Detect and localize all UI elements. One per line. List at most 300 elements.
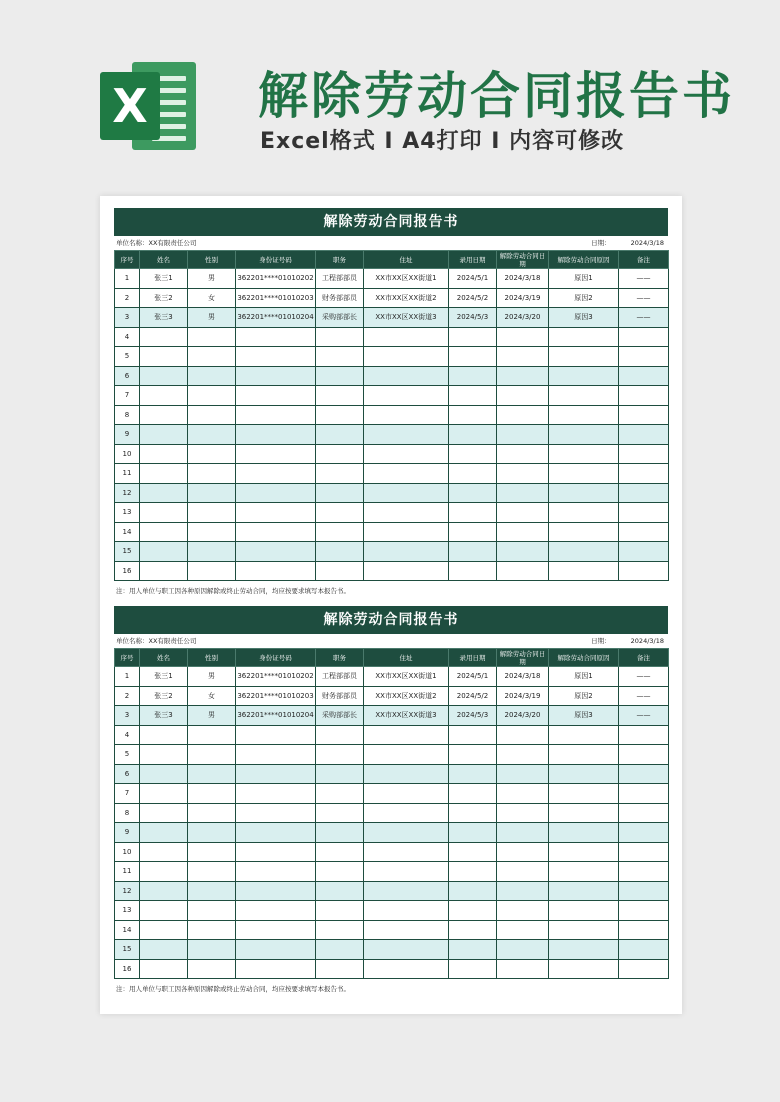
table-cell[interactable]: 362201****01010204 — [236, 308, 316, 328]
table-cell[interactable] — [316, 347, 364, 367]
table-cell[interactable] — [619, 327, 669, 347]
table-cell[interactable]: 男 — [188, 667, 236, 687]
table-cell[interactable]: 张三2 — [140, 686, 188, 706]
table-cell[interactable] — [497, 483, 549, 503]
table-cell[interactable]: 采购部部长 — [316, 308, 364, 328]
table-cell[interactable] — [140, 444, 188, 464]
table-cell[interactable] — [316, 425, 364, 445]
table-cell[interactable] — [449, 327, 497, 347]
table-cell[interactable] — [316, 444, 364, 464]
table-cell[interactable] — [619, 940, 669, 960]
table-cell[interactable] — [188, 444, 236, 464]
table-cell[interactable]: 4 — [115, 725, 140, 745]
table-cell[interactable] — [497, 386, 549, 406]
table-cell[interactable] — [140, 823, 188, 843]
table-cell[interactable] — [619, 784, 669, 804]
table-cell[interactable]: 3 — [115, 308, 140, 328]
table-cell[interactable] — [364, 842, 449, 862]
table-cell[interactable] — [188, 561, 236, 581]
table-cell[interactable] — [316, 920, 364, 940]
table-cell[interactable]: XX市XX区XX街道1 — [364, 667, 449, 687]
table-cell[interactable] — [619, 561, 669, 581]
table-cell[interactable] — [497, 842, 549, 862]
table-cell[interactable] — [236, 745, 316, 765]
table-cell[interactable] — [449, 542, 497, 562]
table-cell[interactable] — [549, 881, 619, 901]
table-cell[interactable] — [549, 940, 619, 960]
table-cell[interactable]: 2024/3/19 — [497, 288, 549, 308]
table-cell[interactable] — [619, 444, 669, 464]
table-cell[interactable] — [449, 959, 497, 979]
table-cell[interactable]: 15 — [115, 940, 140, 960]
table-cell[interactable]: —— — [619, 269, 669, 289]
table-cell[interactable] — [188, 327, 236, 347]
table-cell[interactable] — [619, 366, 669, 386]
table-cell[interactable]: 原因3 — [549, 308, 619, 328]
table-cell[interactable] — [236, 464, 316, 484]
table-cell[interactable] — [497, 764, 549, 784]
table-cell[interactable]: 5 — [115, 745, 140, 765]
table-cell[interactable] — [316, 862, 364, 882]
table-cell[interactable] — [364, 347, 449, 367]
table-cell[interactable] — [316, 405, 364, 425]
table-cell[interactable] — [364, 386, 449, 406]
table-cell[interactable] — [549, 725, 619, 745]
table-cell[interactable] — [549, 542, 619, 562]
table-cell[interactable] — [497, 823, 549, 843]
table-cell[interactable] — [364, 764, 449, 784]
table-cell[interactable] — [364, 920, 449, 940]
table-cell[interactable] — [549, 920, 619, 940]
table-cell[interactable]: 14 — [115, 920, 140, 940]
table-cell[interactable] — [140, 725, 188, 745]
table-cell[interactable] — [140, 386, 188, 406]
table-cell[interactable] — [449, 425, 497, 445]
table-cell[interactable]: 女 — [188, 686, 236, 706]
table-cell[interactable]: 2024/5/1 — [449, 269, 497, 289]
table-cell[interactable] — [364, 405, 449, 425]
table-cell[interactable] — [236, 522, 316, 542]
table-cell[interactable]: 362201****01010202 — [236, 667, 316, 687]
table-cell[interactable] — [140, 405, 188, 425]
table-cell[interactable] — [236, 764, 316, 784]
table-cell[interactable]: 工程部部员 — [316, 269, 364, 289]
table-cell[interactable] — [316, 327, 364, 347]
table-cell[interactable] — [236, 940, 316, 960]
table-cell[interactable] — [619, 803, 669, 823]
table-cell[interactable] — [316, 745, 364, 765]
table-cell[interactable]: 2 — [115, 288, 140, 308]
table-cell[interactable] — [140, 503, 188, 523]
table-cell[interactable] — [619, 464, 669, 484]
table-cell[interactable]: 原因2 — [549, 288, 619, 308]
table-cell[interactable] — [619, 862, 669, 882]
table-cell[interactable] — [497, 425, 549, 445]
table-cell[interactable]: 男 — [188, 706, 236, 726]
table-cell[interactable]: 2024/5/1 — [449, 667, 497, 687]
table-cell[interactable] — [497, 901, 549, 921]
table-cell[interactable] — [236, 483, 316, 503]
table-cell[interactable]: XX市XX区XX街道3 — [364, 706, 449, 726]
table-cell[interactable] — [364, 862, 449, 882]
table-cell[interactable] — [364, 803, 449, 823]
table-cell[interactable] — [188, 823, 236, 843]
table-cell[interactable]: 男 — [188, 269, 236, 289]
table-cell[interactable] — [188, 940, 236, 960]
table-cell[interactable] — [364, 483, 449, 503]
table-cell[interactable] — [236, 901, 316, 921]
table-cell[interactable] — [497, 940, 549, 960]
table-cell[interactable] — [449, 347, 497, 367]
table-cell[interactable]: 2024/3/18 — [497, 269, 549, 289]
table-cell[interactable] — [140, 959, 188, 979]
table-cell[interactable] — [188, 347, 236, 367]
table-cell[interactable]: 4 — [115, 327, 140, 347]
table-cell[interactable] — [619, 542, 669, 562]
table-cell[interactable] — [449, 784, 497, 804]
table-cell[interactable]: —— — [619, 706, 669, 726]
table-cell[interactable] — [364, 561, 449, 581]
table-cell[interactable] — [140, 901, 188, 921]
table-cell[interactable] — [619, 745, 669, 765]
table-cell[interactable] — [449, 745, 497, 765]
table-cell[interactable] — [316, 366, 364, 386]
table-cell[interactable]: 2024/3/18 — [497, 667, 549, 687]
table-cell[interactable] — [364, 327, 449, 347]
table-cell[interactable] — [188, 503, 236, 523]
table-cell[interactable] — [236, 881, 316, 901]
table-cell[interactable]: 男 — [188, 308, 236, 328]
table-cell[interactable] — [497, 745, 549, 765]
table-cell[interactable] — [549, 444, 619, 464]
table-cell[interactable] — [449, 764, 497, 784]
table-cell[interactable] — [316, 881, 364, 901]
table-cell[interactable] — [549, 842, 619, 862]
table-cell[interactable] — [316, 522, 364, 542]
table-cell[interactable]: 13 — [115, 901, 140, 921]
table-cell[interactable] — [364, 464, 449, 484]
table-cell[interactable] — [364, 522, 449, 542]
table-cell[interactable] — [497, 561, 549, 581]
table-cell[interactable]: 362201****01010202 — [236, 269, 316, 289]
table-cell[interactable] — [236, 959, 316, 979]
table-cell[interactable] — [619, 959, 669, 979]
table-cell[interactable]: XX市XX区XX街道2 — [364, 686, 449, 706]
table-cell[interactable] — [364, 959, 449, 979]
table-cell[interactable] — [619, 920, 669, 940]
table-cell[interactable] — [188, 425, 236, 445]
table-cell[interactable] — [497, 347, 549, 367]
table-cell[interactable]: 原因2 — [549, 686, 619, 706]
table-cell[interactable]: 10 — [115, 842, 140, 862]
table-cell[interactable] — [316, 940, 364, 960]
table-cell[interactable]: 原因1 — [549, 667, 619, 687]
table-cell[interactable] — [449, 901, 497, 921]
table-cell[interactable]: 2024/5/2 — [449, 288, 497, 308]
table-cell[interactable] — [236, 405, 316, 425]
table-cell[interactable] — [140, 920, 188, 940]
table-cell[interactable] — [188, 366, 236, 386]
table-cell[interactable] — [497, 522, 549, 542]
table-cell[interactable] — [236, 803, 316, 823]
table-cell[interactable] — [316, 842, 364, 862]
table-cell[interactable] — [449, 862, 497, 882]
table-cell[interactable] — [364, 881, 449, 901]
table-cell[interactable]: 财务部部员 — [316, 288, 364, 308]
table-cell[interactable] — [619, 881, 669, 901]
table-cell[interactable] — [236, 862, 316, 882]
table-cell[interactable] — [449, 940, 497, 960]
table-cell[interactable] — [316, 503, 364, 523]
table-cell[interactable]: 11 — [115, 464, 140, 484]
table-cell[interactable] — [188, 764, 236, 784]
table-cell[interactable] — [449, 405, 497, 425]
table-cell[interactable] — [316, 803, 364, 823]
table-cell[interactable]: 362201****01010203 — [236, 288, 316, 308]
table-cell[interactable] — [497, 464, 549, 484]
table-cell[interactable]: XX市XX区XX街道1 — [364, 269, 449, 289]
table-cell[interactable] — [236, 444, 316, 464]
table-cell[interactable]: 采购部部长 — [316, 706, 364, 726]
table-cell[interactable] — [497, 444, 549, 464]
table-cell[interactable] — [188, 405, 236, 425]
table-cell[interactable] — [497, 542, 549, 562]
table-cell[interactable] — [188, 920, 236, 940]
table-cell[interactable] — [236, 725, 316, 745]
table-cell[interactable] — [449, 725, 497, 745]
table-cell[interactable] — [316, 464, 364, 484]
table-cell[interactable] — [619, 483, 669, 503]
table-cell[interactable] — [549, 386, 619, 406]
table-cell[interactable]: 张三1 — [140, 269, 188, 289]
table-cell[interactable]: 张三2 — [140, 288, 188, 308]
table-cell[interactable] — [449, 503, 497, 523]
table-cell[interactable] — [188, 386, 236, 406]
table-cell[interactable]: 8 — [115, 803, 140, 823]
table-cell[interactable]: 14 — [115, 522, 140, 542]
table-cell[interactable] — [497, 959, 549, 979]
table-cell[interactable]: XX市XX区XX街道3 — [364, 308, 449, 328]
table-cell[interactable] — [497, 327, 549, 347]
table-cell[interactable] — [364, 901, 449, 921]
table-cell[interactable] — [316, 483, 364, 503]
table-cell[interactable] — [236, 503, 316, 523]
table-cell[interactable] — [236, 823, 316, 843]
table-cell[interactable] — [140, 464, 188, 484]
table-cell[interactable] — [140, 542, 188, 562]
table-cell[interactable]: —— — [619, 667, 669, 687]
table-cell[interactable] — [188, 483, 236, 503]
table-cell[interactable]: 6 — [115, 366, 140, 386]
table-cell[interactable] — [497, 725, 549, 745]
table-cell[interactable] — [188, 803, 236, 823]
table-cell[interactable] — [236, 425, 316, 445]
table-cell[interactable] — [316, 561, 364, 581]
table-cell[interactable] — [497, 366, 549, 386]
table-cell[interactable] — [236, 386, 316, 406]
table-cell[interactable]: 2 — [115, 686, 140, 706]
table-cell[interactable] — [549, 522, 619, 542]
table-cell[interactable]: 15 — [115, 542, 140, 562]
table-cell[interactable] — [236, 784, 316, 804]
table-cell[interactable] — [549, 823, 619, 843]
table-cell[interactable] — [188, 959, 236, 979]
table-cell[interactable] — [549, 366, 619, 386]
table-cell[interactable] — [316, 542, 364, 562]
table-cell[interactable]: 女 — [188, 288, 236, 308]
table-cell[interactable] — [188, 542, 236, 562]
table-cell[interactable] — [140, 784, 188, 804]
table-cell[interactable] — [140, 940, 188, 960]
table-cell[interactable] — [449, 464, 497, 484]
table-cell[interactable] — [549, 483, 619, 503]
table-cell[interactable]: 10 — [115, 444, 140, 464]
table-cell[interactable] — [364, 366, 449, 386]
table-cell[interactable] — [549, 803, 619, 823]
table-cell[interactable] — [316, 784, 364, 804]
table-cell[interactable] — [549, 425, 619, 445]
table-cell[interactable] — [140, 764, 188, 784]
table-cell[interactable]: 张三1 — [140, 667, 188, 687]
table-cell[interactable] — [236, 366, 316, 386]
table-cell[interactable] — [549, 901, 619, 921]
table-cell[interactable] — [364, 503, 449, 523]
table-cell[interactable] — [236, 347, 316, 367]
table-cell[interactable] — [497, 862, 549, 882]
table-cell[interactable]: 2024/5/3 — [449, 308, 497, 328]
table-cell[interactable] — [497, 784, 549, 804]
table-cell[interactable] — [549, 503, 619, 523]
table-cell[interactable] — [549, 862, 619, 882]
table-cell[interactable] — [316, 764, 364, 784]
table-cell[interactable] — [364, 542, 449, 562]
table-cell[interactable] — [140, 745, 188, 765]
table-cell[interactable]: 6 — [115, 764, 140, 784]
table-cell[interactable]: 张三3 — [140, 308, 188, 328]
table-cell[interactable]: 5 — [115, 347, 140, 367]
table-cell[interactable] — [497, 881, 549, 901]
table-cell[interactable] — [449, 561, 497, 581]
table-cell[interactable] — [236, 561, 316, 581]
table-cell[interactable] — [619, 347, 669, 367]
table-cell[interactable] — [188, 862, 236, 882]
table-cell[interactable] — [549, 347, 619, 367]
table-cell[interactable]: 工程部部员 — [316, 667, 364, 687]
table-cell[interactable]: 7 — [115, 784, 140, 804]
table-cell[interactable] — [497, 405, 549, 425]
table-cell[interactable]: 9 — [115, 823, 140, 843]
table-cell[interactable]: 2024/3/19 — [497, 686, 549, 706]
table-cell[interactable] — [236, 920, 316, 940]
table-cell[interactable] — [188, 881, 236, 901]
table-cell[interactable] — [449, 444, 497, 464]
table-cell[interactable] — [619, 842, 669, 862]
table-cell[interactable] — [236, 327, 316, 347]
table-cell[interactable] — [549, 764, 619, 784]
table-cell[interactable] — [449, 881, 497, 901]
table-cell[interactable] — [316, 823, 364, 843]
table-cell[interactable] — [449, 842, 497, 862]
table-cell[interactable] — [497, 803, 549, 823]
table-cell[interactable] — [549, 745, 619, 765]
table-cell[interactable] — [364, 425, 449, 445]
table-cell[interactable]: —— — [619, 686, 669, 706]
table-cell[interactable] — [549, 959, 619, 979]
table-cell[interactable] — [236, 542, 316, 562]
table-cell[interactable] — [619, 386, 669, 406]
table-cell[interactable]: 362201****01010203 — [236, 686, 316, 706]
table-cell[interactable] — [549, 561, 619, 581]
table-cell[interactable]: 12 — [115, 483, 140, 503]
table-cell[interactable] — [140, 425, 188, 445]
table-cell[interactable]: 362201****01010204 — [236, 706, 316, 726]
table-cell[interactable] — [140, 842, 188, 862]
table-cell[interactable] — [449, 483, 497, 503]
table-cell[interactable] — [188, 522, 236, 542]
table-cell[interactable] — [364, 784, 449, 804]
table-cell[interactable] — [188, 901, 236, 921]
table-cell[interactable] — [449, 803, 497, 823]
table-cell[interactable] — [619, 503, 669, 523]
table-cell[interactable] — [316, 901, 364, 921]
table-cell[interactable]: 12 — [115, 881, 140, 901]
table-cell[interactable]: —— — [619, 288, 669, 308]
table-cell[interactable] — [316, 959, 364, 979]
table-cell[interactable] — [140, 522, 188, 542]
table-cell[interactable] — [364, 444, 449, 464]
table-cell[interactable] — [188, 745, 236, 765]
table-cell[interactable] — [236, 842, 316, 862]
table-cell[interactable] — [364, 725, 449, 745]
table-cell[interactable]: 7 — [115, 386, 140, 406]
table-cell[interactable]: 原因3 — [549, 706, 619, 726]
table-cell[interactable] — [140, 881, 188, 901]
table-cell[interactable]: 财务部部员 — [316, 686, 364, 706]
table-cell[interactable] — [549, 784, 619, 804]
table-cell[interactable] — [619, 901, 669, 921]
table-cell[interactable] — [140, 862, 188, 882]
table-cell[interactable]: 2024/3/20 — [497, 706, 549, 726]
table-cell[interactable] — [619, 405, 669, 425]
table-cell[interactable] — [316, 725, 364, 745]
table-cell[interactable]: 原因1 — [549, 269, 619, 289]
table-cell[interactable] — [316, 386, 364, 406]
table-cell[interactable]: 16 — [115, 959, 140, 979]
table-cell[interactable] — [140, 327, 188, 347]
table-cell[interactable] — [549, 405, 619, 425]
table-cell[interactable]: 1 — [115, 667, 140, 687]
table-cell[interactable] — [188, 725, 236, 745]
table-cell[interactable] — [497, 920, 549, 940]
table-cell[interactable] — [619, 725, 669, 745]
table-cell[interactable]: 2024/5/3 — [449, 706, 497, 726]
table-cell[interactable]: 张三3 — [140, 706, 188, 726]
table-cell[interactable]: —— — [619, 308, 669, 328]
table-cell[interactable] — [549, 327, 619, 347]
table-cell[interactable]: 2024/5/2 — [449, 686, 497, 706]
table-cell[interactable]: 2024/3/20 — [497, 308, 549, 328]
table-cell[interactable] — [364, 940, 449, 960]
table-cell[interactable] — [619, 425, 669, 445]
table-cell[interactable] — [497, 503, 549, 523]
table-cell[interactable]: 13 — [115, 503, 140, 523]
table-cell[interactable] — [140, 366, 188, 386]
table-cell[interactable]: 8 — [115, 405, 140, 425]
table-cell[interactable] — [449, 823, 497, 843]
table-cell[interactable] — [140, 803, 188, 823]
table-cell[interactable] — [449, 386, 497, 406]
table-cell[interactable] — [188, 464, 236, 484]
